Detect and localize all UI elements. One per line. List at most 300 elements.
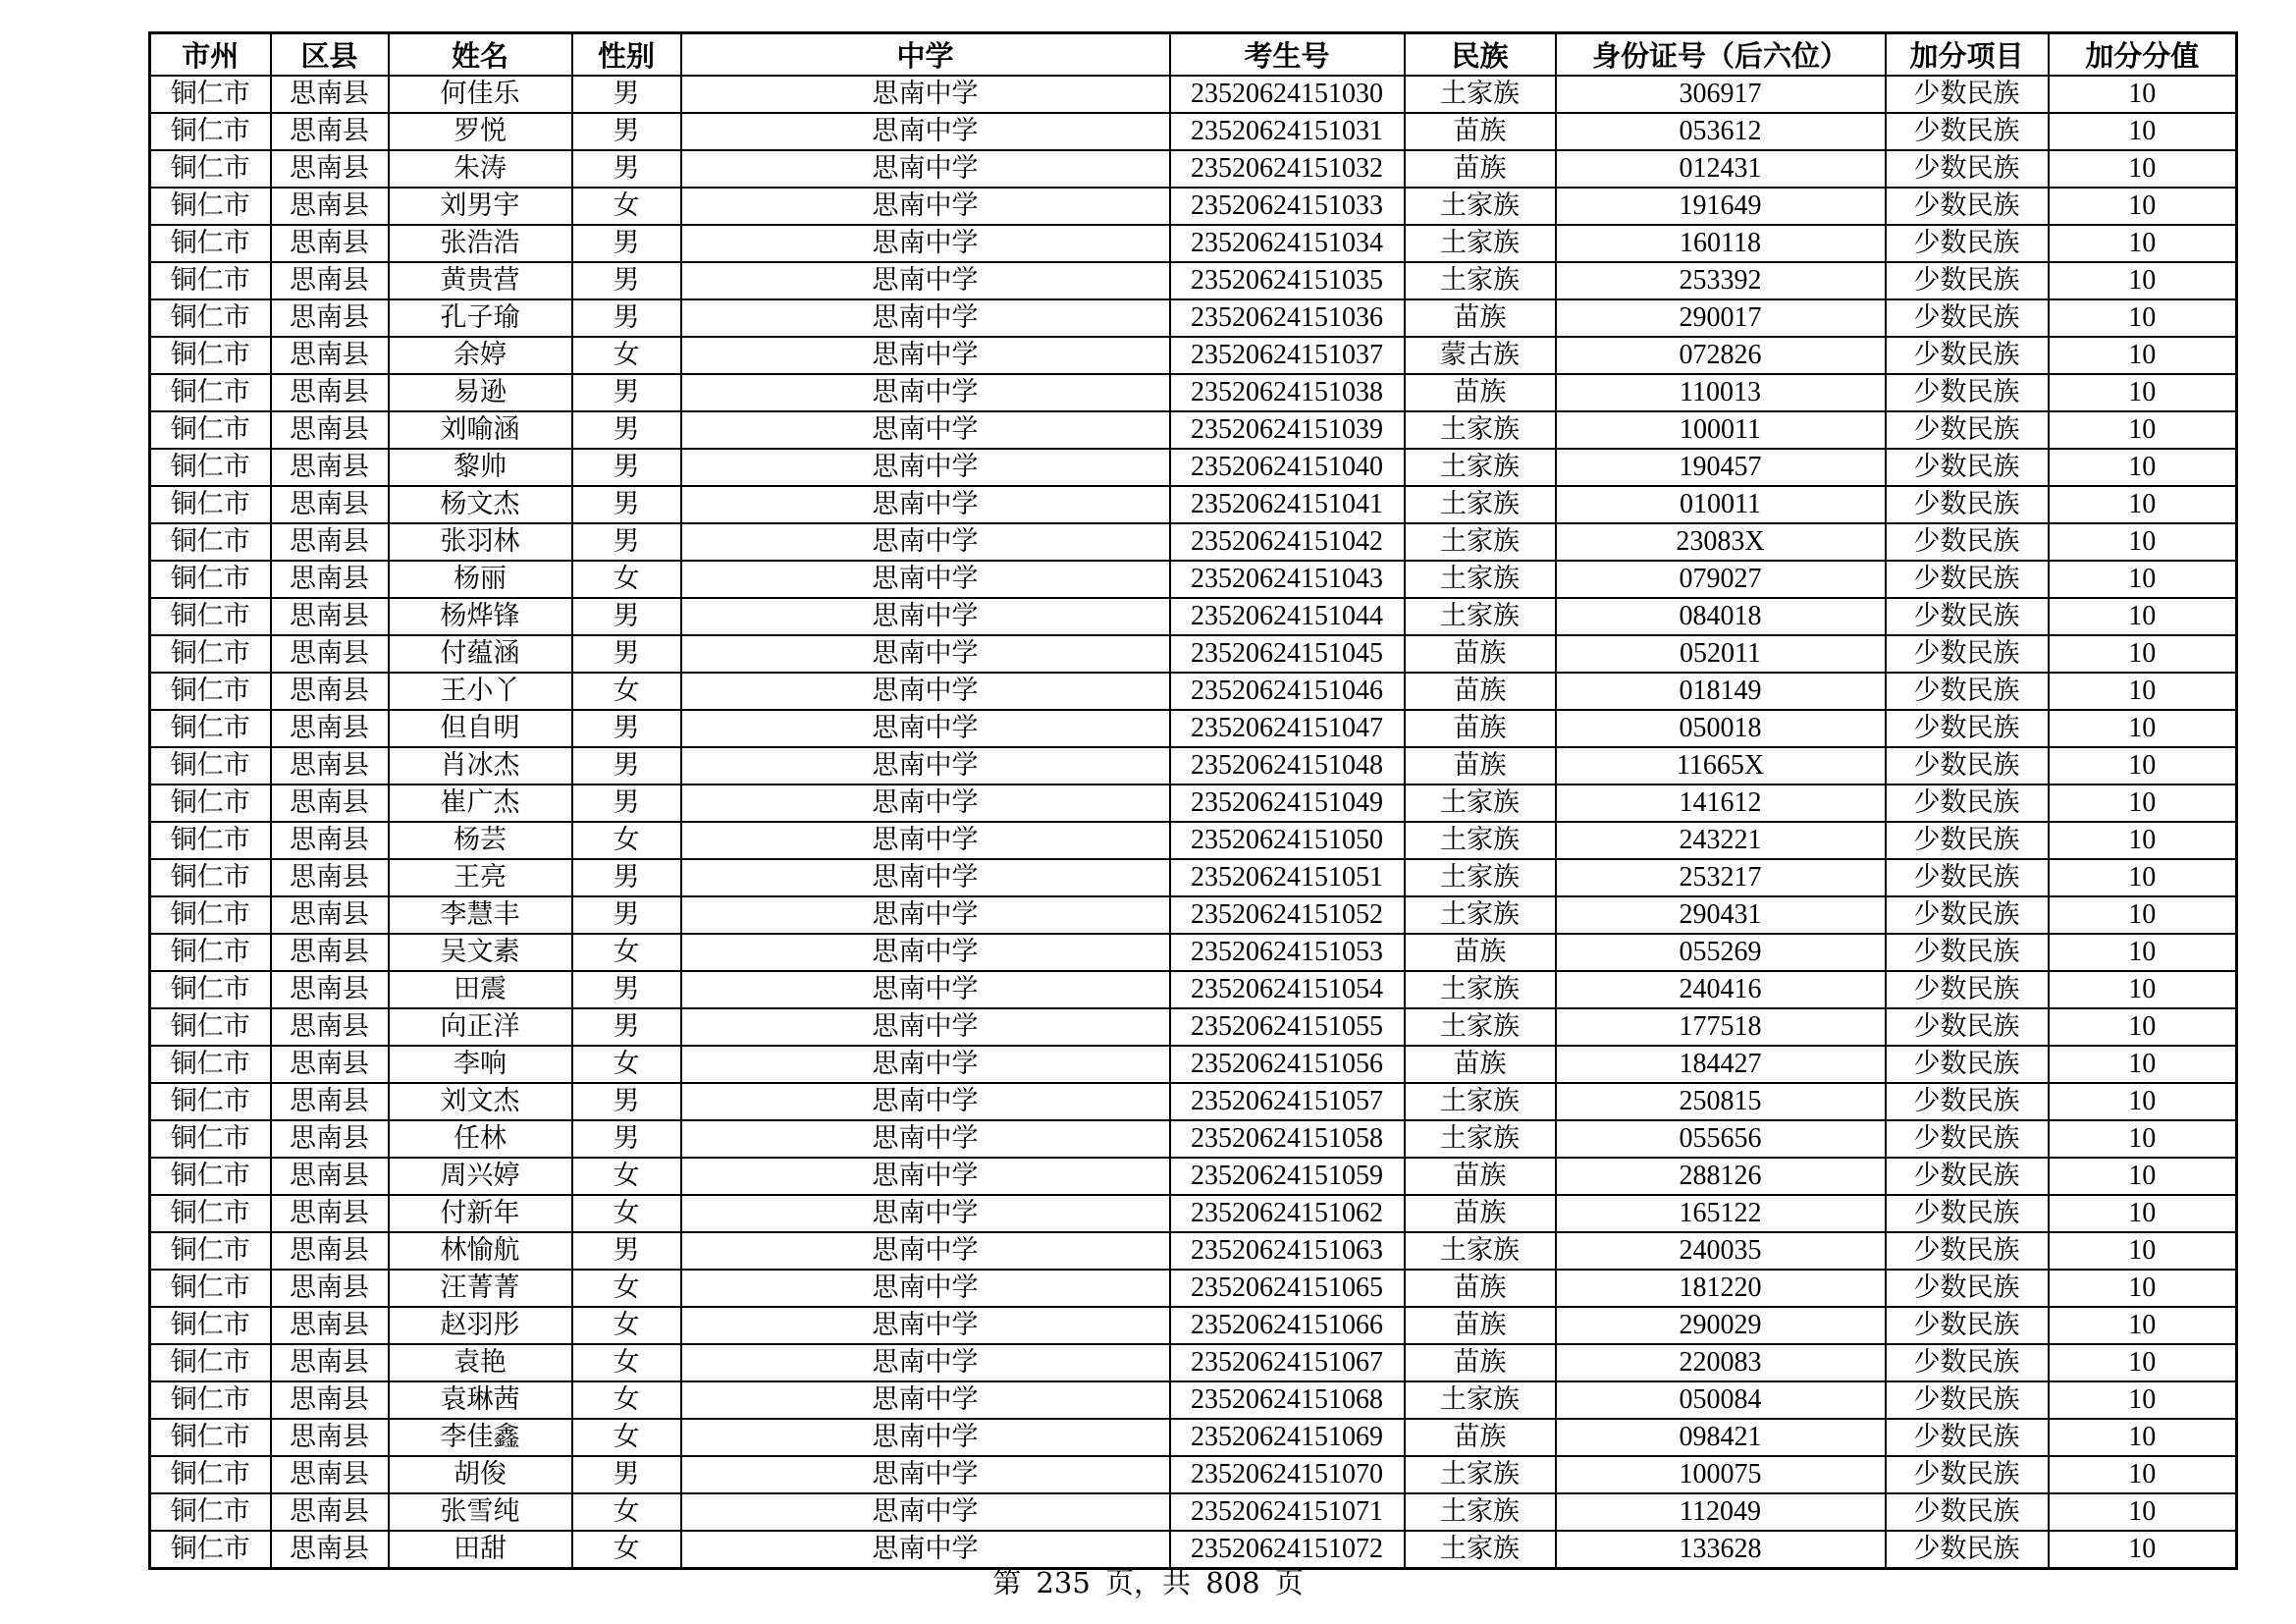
- cell-name: 何佳乐: [389, 76, 572, 113]
- cell-county: 思南县: [271, 822, 389, 859]
- cell-city: 铜仁市: [150, 1120, 271, 1158]
- cell-name: 杨烨锋: [389, 598, 572, 635]
- cell-name: 崔广杰: [389, 785, 572, 822]
- table-row: [150, 188, 2237, 225]
- cell-id-suffix: 181220: [1556, 1270, 1886, 1307]
- cell-ethnicity: 苗族: [1405, 1344, 1556, 1381]
- cell-bonus-item: 少数民族: [1886, 262, 2049, 299]
- cell-name: 袁琳茜: [389, 1381, 572, 1419]
- cell-bonus-value: 10: [2049, 971, 2237, 1008]
- table-row: [150, 598, 2237, 635]
- header-row: [150, 33, 2237, 77]
- cell-county: 思南县: [271, 1307, 389, 1344]
- cell-id-suffix: 133628: [1556, 1531, 1886, 1569]
- cell-ethnicity: 土家族: [1405, 225, 1556, 262]
- cell-city: 铜仁市: [150, 113, 271, 150]
- cell-county: 思南县: [271, 934, 389, 971]
- cell-name: 李响: [389, 1046, 572, 1083]
- cell-bonus-value: 10: [2049, 76, 2237, 113]
- cell-gender: 男: [572, 150, 681, 188]
- cell-county: 思南县: [271, 337, 389, 374]
- cell-bonus-value: 10: [2049, 1419, 2237, 1456]
- table-row: [150, 76, 2237, 113]
- cell-bonus-value: 10: [2049, 337, 2237, 374]
- cell-school: 思南中学: [681, 1195, 1170, 1232]
- cell-exam-number: 23520624151046: [1170, 673, 1405, 710]
- cell-school: 思南中学: [681, 1270, 1170, 1307]
- cell-id-suffix: 098421: [1556, 1419, 1886, 1456]
- cell-id-suffix: 220083: [1556, 1344, 1886, 1381]
- cell-ethnicity: 苗族: [1405, 113, 1556, 150]
- cell-bonus-value: 10: [2049, 1456, 2237, 1493]
- table-row: [150, 747, 2237, 785]
- cell-county: 思南县: [271, 1008, 389, 1046]
- cell-exam-number: 23520624151055: [1170, 1008, 1405, 1046]
- cell-exam-number: 23520624151043: [1170, 561, 1405, 598]
- cell-ethnicity: 土家族: [1405, 859, 1556, 896]
- cell-school: 思南中学: [681, 188, 1170, 225]
- cell-exam-number: 23520624151039: [1170, 411, 1405, 449]
- cell-id-suffix: 306917: [1556, 76, 1886, 113]
- cell-exam-number: 23520624151057: [1170, 1083, 1405, 1120]
- cell-county: 思南县: [271, 1531, 389, 1569]
- table-row: [150, 523, 2237, 561]
- cell-name: 汪菁菁: [389, 1270, 572, 1307]
- cell-id-suffix: 190457: [1556, 449, 1886, 486]
- table-row: [150, 299, 2237, 337]
- table-row: [150, 262, 2237, 299]
- cell-bonus-value: 10: [2049, 598, 2237, 635]
- cell-county: 思南县: [271, 710, 389, 747]
- cell-bonus-item: 少数民族: [1886, 1344, 2049, 1381]
- cell-exam-number: 23520624151031: [1170, 113, 1405, 150]
- cell-gender: 男: [572, 747, 681, 785]
- bonus-points-table: [148, 31, 2238, 1570]
- cell-city: 铜仁市: [150, 374, 271, 411]
- table-row: [150, 1195, 2237, 1232]
- cell-city: 铜仁市: [150, 1531, 271, 1569]
- cell-city: 铜仁市: [150, 188, 271, 225]
- cell-gender: 女: [572, 934, 681, 971]
- cell-name: 田甜: [389, 1531, 572, 1569]
- cell-id-suffix: 288126: [1556, 1158, 1886, 1195]
- table-row: [150, 337, 2237, 374]
- cell-exam-number: 23520624151036: [1170, 299, 1405, 337]
- cell-bonus-value: 10: [2049, 113, 2237, 150]
- cell-exam-number: 23520624151072: [1170, 1531, 1405, 1569]
- cell-ethnicity: 土家族: [1405, 1493, 1556, 1531]
- cell-ethnicity: 蒙古族: [1405, 337, 1556, 374]
- cell-bonus-item: 少数民族: [1886, 859, 2049, 896]
- cell-exam-number: 23520624151063: [1170, 1232, 1405, 1270]
- cell-bonus-value: 10: [2049, 710, 2237, 747]
- cell-county: 思南县: [271, 1270, 389, 1307]
- cell-county: 思南县: [271, 1419, 389, 1456]
- column-header-id-suffix: 身份证号（后六位）: [1556, 33, 1886, 77]
- cell-county: 思南县: [271, 188, 389, 225]
- cell-school: 思南中学: [681, 1158, 1170, 1195]
- cell-ethnicity: 土家族: [1405, 822, 1556, 859]
- cell-city: 铜仁市: [150, 785, 271, 822]
- cell-bonus-item: 少数民族: [1886, 1232, 2049, 1270]
- cell-bonus-value: 10: [2049, 561, 2237, 598]
- cell-bonus-item: 少数民族: [1886, 896, 2049, 934]
- cell-bonus-item: 少数民族: [1886, 934, 2049, 971]
- cell-id-suffix: 141612: [1556, 785, 1886, 822]
- cell-bonus-value: 10: [2049, 747, 2237, 785]
- cell-school: 思南中学: [681, 1456, 1170, 1493]
- cell-bonus-value: 10: [2049, 859, 2237, 896]
- cell-ethnicity: 土家族: [1405, 1083, 1556, 1120]
- cell-id-suffix: 253217: [1556, 859, 1886, 896]
- cell-gender: 男: [572, 113, 681, 150]
- cell-exam-number: 23520624151040: [1170, 449, 1405, 486]
- cell-gender: 男: [572, 449, 681, 486]
- cell-name: 付蕴涵: [389, 635, 572, 673]
- cell-name: 付新年: [389, 1195, 572, 1232]
- cell-city: 铜仁市: [150, 225, 271, 262]
- cell-school: 思南中学: [681, 1493, 1170, 1531]
- cell-id-suffix: 052011: [1556, 635, 1886, 673]
- cell-exam-number: 23520624151066: [1170, 1307, 1405, 1344]
- cell-ethnicity: 土家族: [1405, 262, 1556, 299]
- cell-city: 铜仁市: [150, 673, 271, 710]
- cell-gender: 男: [572, 1120, 681, 1158]
- cell-bonus-item: 少数民族: [1886, 1158, 2049, 1195]
- cell-bonus-item: 少数民族: [1886, 188, 2049, 225]
- cell-city: 铜仁市: [150, 1008, 271, 1046]
- cell-exam-number: 23520624151049: [1170, 785, 1405, 822]
- cell-id-suffix: 055269: [1556, 934, 1886, 971]
- cell-bonus-item: 少数民族: [1886, 747, 2049, 785]
- cell-school: 思南中学: [681, 934, 1170, 971]
- cell-exam-number: 23520624151030: [1170, 76, 1405, 113]
- cell-exam-number: 23520624151071: [1170, 1493, 1405, 1531]
- cell-bonus-item: 少数民族: [1886, 1046, 2049, 1083]
- cell-exam-number: 23520624151051: [1170, 859, 1405, 896]
- cell-bonus-item: 少数民族: [1886, 299, 2049, 337]
- table-row: [150, 635, 2237, 673]
- cell-name: 吴文素: [389, 934, 572, 971]
- cell-bonus-item: 少数民族: [1886, 1008, 2049, 1046]
- table-row: [150, 1419, 2237, 1456]
- cell-ethnicity: 土家族: [1405, 188, 1556, 225]
- cell-bonus-item: 少数民族: [1886, 113, 2049, 150]
- cell-school: 思南中学: [681, 859, 1170, 896]
- cell-name: 肖冰杰: [389, 747, 572, 785]
- cell-city: 铜仁市: [150, 76, 271, 113]
- cell-city: 铜仁市: [150, 1381, 271, 1419]
- cell-ethnicity: 苗族: [1405, 150, 1556, 188]
- cell-ethnicity: 土家族: [1405, 1232, 1556, 1270]
- cell-city: 铜仁市: [150, 635, 271, 673]
- cell-county: 思南县: [271, 486, 389, 523]
- cell-name: 袁艳: [389, 1344, 572, 1381]
- cell-name: 杨文杰: [389, 486, 572, 523]
- cell-ethnicity: 土家族: [1405, 785, 1556, 822]
- cell-ethnicity: 土家族: [1405, 486, 1556, 523]
- cell-gender: 男: [572, 374, 681, 411]
- cell-county: 思南县: [271, 374, 389, 411]
- cell-exam-number: 23520624151067: [1170, 1344, 1405, 1381]
- cell-bonus-value: 10: [2049, 822, 2237, 859]
- cell-bonus-item: 少数民族: [1886, 449, 2049, 486]
- cell-school: 思南中学: [681, 673, 1170, 710]
- cell-bonus-item: 少数民族: [1886, 673, 2049, 710]
- cell-name: 黄贵营: [389, 262, 572, 299]
- cell-exam-number: 23520624151048: [1170, 747, 1405, 785]
- cell-id-suffix: 100075: [1556, 1456, 1886, 1493]
- cell-ethnicity: 土家族: [1405, 598, 1556, 635]
- cell-bonus-value: 10: [2049, 150, 2237, 188]
- cell-school: 思南中学: [681, 1307, 1170, 1344]
- cell-bonus-value: 10: [2049, 1083, 2237, 1120]
- cell-school: 思南中学: [681, 896, 1170, 934]
- cell-gender: 女: [572, 673, 681, 710]
- cell-ethnicity: 土家族: [1405, 1456, 1556, 1493]
- cell-city: 铜仁市: [150, 561, 271, 598]
- cell-name: 王亮: [389, 859, 572, 896]
- cell-school: 思南中学: [681, 1419, 1170, 1456]
- cell-county: 思南县: [271, 598, 389, 635]
- cell-city: 铜仁市: [150, 1419, 271, 1456]
- cell-school: 思南中学: [681, 486, 1170, 523]
- cell-bonus-value: 10: [2049, 1344, 2237, 1381]
- cell-county: 思南县: [271, 523, 389, 561]
- cell-id-suffix: 243221: [1556, 822, 1886, 859]
- cell-exam-number: 23520624151065: [1170, 1270, 1405, 1307]
- cell-bonus-item: 少数民族: [1886, 1531, 2049, 1569]
- cell-county: 思南县: [271, 76, 389, 113]
- cell-exam-number: 23520624151045: [1170, 635, 1405, 673]
- cell-id-suffix: 010011: [1556, 486, 1886, 523]
- cell-name: 刘男宇: [389, 188, 572, 225]
- cell-id-suffix: 11665X: [1556, 747, 1886, 785]
- cell-name: 王小丫: [389, 673, 572, 710]
- cell-name: 杨丽: [389, 561, 572, 598]
- cell-city: 铜仁市: [150, 1456, 271, 1493]
- cell-bonus-value: 10: [2049, 1232, 2237, 1270]
- cell-bonus-item: 少数民族: [1886, 1195, 2049, 1232]
- cell-city: 铜仁市: [150, 896, 271, 934]
- cell-bonus-item: 少数民族: [1886, 561, 2049, 598]
- cell-name: 林愉航: [389, 1232, 572, 1270]
- cell-bonus-item: 少数民族: [1886, 822, 2049, 859]
- cell-school: 思南中学: [681, 1083, 1170, 1120]
- cell-id-suffix: 012431: [1556, 150, 1886, 188]
- cell-id-suffix: 290431: [1556, 896, 1886, 934]
- table-row: [150, 561, 2237, 598]
- cell-ethnicity: 苗族: [1405, 374, 1556, 411]
- cell-name: 刘喻涵: [389, 411, 572, 449]
- cell-name: 但自明: [389, 710, 572, 747]
- table-row: [150, 1307, 2237, 1344]
- cell-school: 思南中学: [681, 523, 1170, 561]
- cell-gender: 男: [572, 859, 681, 896]
- cell-id-suffix: 191649: [1556, 188, 1886, 225]
- cell-city: 铜仁市: [150, 449, 271, 486]
- cell-ethnicity: 苗族: [1405, 299, 1556, 337]
- cell-city: 铜仁市: [150, 710, 271, 747]
- cell-school: 思南中学: [681, 150, 1170, 188]
- cell-id-suffix: 250815: [1556, 1083, 1886, 1120]
- cell-city: 铜仁市: [150, 150, 271, 188]
- cell-id-suffix: 240416: [1556, 971, 1886, 1008]
- cell-exam-number: 23520624151068: [1170, 1381, 1405, 1419]
- table-row: [150, 1381, 2237, 1419]
- column-header-bonus-item: 加分项目: [1886, 33, 2049, 77]
- cell-gender: 男: [572, 971, 681, 1008]
- cell-gender: 女: [572, 1419, 681, 1456]
- table-row: [150, 225, 2237, 262]
- cell-school: 思南中学: [681, 449, 1170, 486]
- cell-county: 思南县: [271, 113, 389, 150]
- cell-exam-number: 23520624151037: [1170, 337, 1405, 374]
- cell-school: 思南中学: [681, 971, 1170, 1008]
- cell-bonus-item: 少数民族: [1886, 1307, 2049, 1344]
- cell-city: 铜仁市: [150, 971, 271, 1008]
- cell-bonus-value: 10: [2049, 1307, 2237, 1344]
- cell-name: 刘文杰: [389, 1083, 572, 1120]
- cell-bonus-item: 少数民族: [1886, 486, 2049, 523]
- cell-bonus-item: 少数民族: [1886, 1083, 2049, 1120]
- cell-id-suffix: 253392: [1556, 262, 1886, 299]
- cell-gender: 男: [572, 710, 681, 747]
- cell-bonus-value: 10: [2049, 896, 2237, 934]
- cell-gender: 女: [572, 1158, 681, 1195]
- table-row: [150, 1120, 2237, 1158]
- cell-county: 思南县: [271, 1493, 389, 1531]
- cell-city: 铜仁市: [150, 1158, 271, 1195]
- table-row: [150, 1456, 2237, 1493]
- cell-ethnicity: 土家族: [1405, 1008, 1556, 1046]
- cell-id-suffix: 084018: [1556, 598, 1886, 635]
- cell-exam-number: 23520624151042: [1170, 523, 1405, 561]
- cell-exam-number: 23520624151033: [1170, 188, 1405, 225]
- cell-id-suffix: 165122: [1556, 1195, 1886, 1232]
- cell-gender: 女: [572, 1531, 681, 1569]
- cell-ethnicity: 土家族: [1405, 1531, 1556, 1569]
- cell-bonus-item: 少数民族: [1886, 598, 2049, 635]
- cell-gender: 男: [572, 225, 681, 262]
- cell-exam-number: 23520624151047: [1170, 710, 1405, 747]
- cell-ethnicity: 土家族: [1405, 523, 1556, 561]
- cell-city: 铜仁市: [150, 299, 271, 337]
- cell-county: 思南县: [271, 1456, 389, 1493]
- cell-exam-number: 23520624151052: [1170, 896, 1405, 934]
- cell-gender: 女: [572, 1307, 681, 1344]
- cell-exam-number: 23520624151032: [1170, 150, 1405, 188]
- table-row: [150, 1083, 2237, 1120]
- cell-ethnicity: 苗族: [1405, 1270, 1556, 1307]
- cell-gender: 女: [572, 1195, 681, 1232]
- cell-gender: 男: [572, 299, 681, 337]
- cell-ethnicity: 土家族: [1405, 1120, 1556, 1158]
- cell-name: 张浩浩: [389, 225, 572, 262]
- cell-exam-number: 23520624151050: [1170, 822, 1405, 859]
- cell-ethnicity: 苗族: [1405, 673, 1556, 710]
- cell-bonus-item: 少数民族: [1886, 710, 2049, 747]
- cell-school: 思南中学: [681, 1008, 1170, 1046]
- cell-county: 思南县: [271, 1083, 389, 1120]
- table-row: [150, 859, 2237, 896]
- cell-gender: 男: [572, 896, 681, 934]
- cell-school: 思南中学: [681, 1232, 1170, 1270]
- cell-id-suffix: 290017: [1556, 299, 1886, 337]
- cell-ethnicity: 土家族: [1405, 896, 1556, 934]
- cell-city: 铜仁市: [150, 262, 271, 299]
- cell-county: 思南县: [271, 1381, 389, 1419]
- cell-bonus-value: 10: [2049, 1381, 2237, 1419]
- cell-exam-number: 23520624151035: [1170, 262, 1405, 299]
- cell-name: 张雪纯: [389, 1493, 572, 1531]
- cell-id-suffix: 290029: [1556, 1307, 1886, 1344]
- cell-gender: 男: [572, 598, 681, 635]
- cell-bonus-value: 10: [2049, 188, 2237, 225]
- cell-city: 铜仁市: [150, 1493, 271, 1531]
- cell-bonus-value: 10: [2049, 1531, 2237, 1569]
- cell-id-suffix: 050018: [1556, 710, 1886, 747]
- cell-ethnicity: 土家族: [1405, 411, 1556, 449]
- cell-bonus-item: 少数民族: [1886, 523, 2049, 561]
- cell-county: 思南县: [271, 411, 389, 449]
- cell-gender: 男: [572, 486, 681, 523]
- cell-bonus-item: 少数民族: [1886, 1120, 2049, 1158]
- cell-city: 铜仁市: [150, 598, 271, 635]
- cell-county: 思南县: [271, 859, 389, 896]
- cell-bonus-item: 少数民族: [1886, 1270, 2049, 1307]
- cell-ethnicity: 苗族: [1405, 635, 1556, 673]
- table-row: [150, 113, 2237, 150]
- table-row: [150, 411, 2237, 449]
- cell-exam-number: 23520624151038: [1170, 374, 1405, 411]
- cell-school: 思南中学: [681, 747, 1170, 785]
- cell-name: 易逊: [389, 374, 572, 411]
- cell-school: 思南中学: [681, 1120, 1170, 1158]
- cell-county: 思南县: [271, 1120, 389, 1158]
- cell-bonus-value: 10: [2049, 673, 2237, 710]
- cell-bonus-value: 10: [2049, 225, 2237, 262]
- cell-name: 余婷: [389, 337, 572, 374]
- cell-gender: 女: [572, 561, 681, 598]
- table-header: [150, 33, 2237, 77]
- cell-ethnicity: 土家族: [1405, 449, 1556, 486]
- cell-bonus-value: 10: [2049, 1195, 2237, 1232]
- cell-gender: 女: [572, 188, 681, 225]
- cell-name: 罗悦: [389, 113, 572, 150]
- cell-county: 思南县: [271, 449, 389, 486]
- cell-name: 杨芸: [389, 822, 572, 859]
- cell-county: 思南县: [271, 785, 389, 822]
- cell-name: 赵羽彤: [389, 1307, 572, 1344]
- cell-id-suffix: 177518: [1556, 1008, 1886, 1046]
- cell-exam-number: 23520624151053: [1170, 934, 1405, 971]
- cell-county: 思南县: [271, 561, 389, 598]
- table-row: [150, 710, 2237, 747]
- cell-bonus-item: 少数民族: [1886, 374, 2049, 411]
- cell-school: 思南中学: [681, 1531, 1170, 1569]
- cell-county: 思南县: [271, 1195, 389, 1232]
- cell-county: 思南县: [271, 747, 389, 785]
- cell-bonus-value: 10: [2049, 486, 2237, 523]
- table-row: [150, 374, 2237, 411]
- cell-gender: 男: [572, 1083, 681, 1120]
- cell-bonus-item: 少数民族: [1886, 1493, 2049, 1531]
- table-row: [150, 673, 2237, 710]
- cell-county: 思南县: [271, 1158, 389, 1195]
- column-header-name: 姓名: [389, 33, 572, 77]
- cell-exam-number: 23520624151069: [1170, 1419, 1405, 1456]
